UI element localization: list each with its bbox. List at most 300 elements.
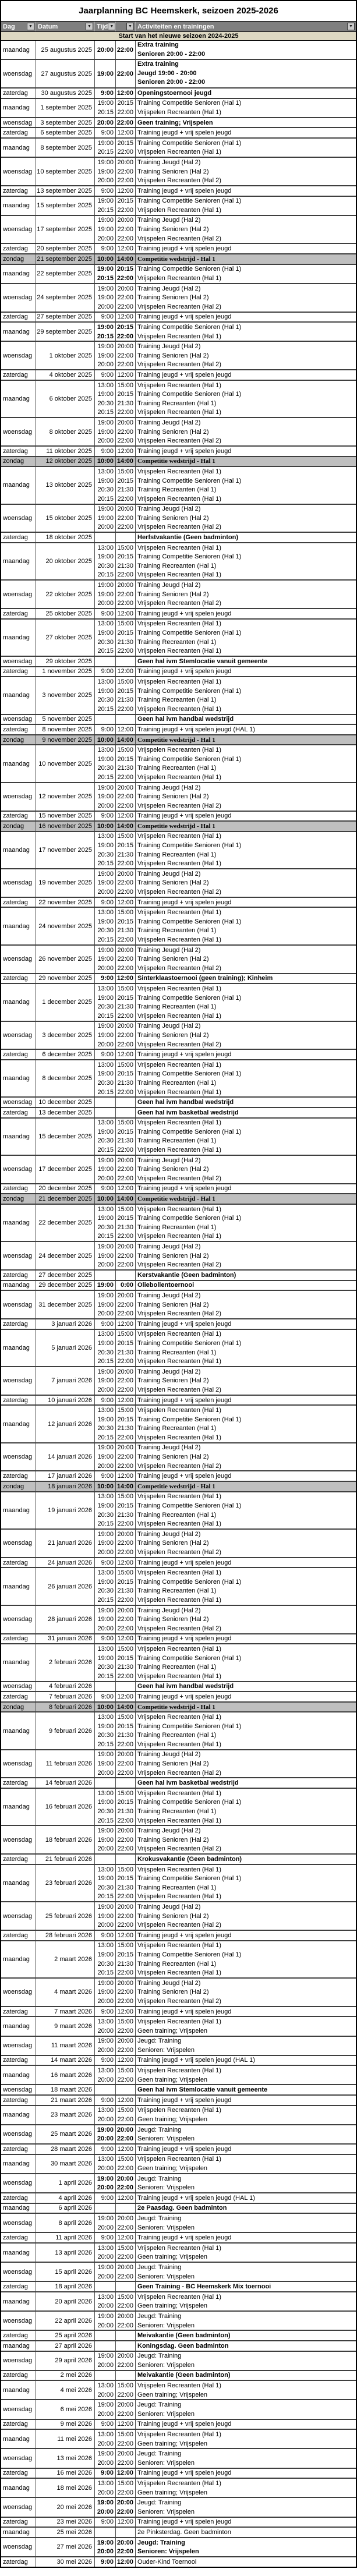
time-start-cell [95,2085,116,2094]
table-row [1,2312,356,2331]
time-start-cell: 13:00 [95,984,116,993]
time-end-cell [116,1271,136,1280]
schedule-line [95,2125,356,2135]
time-end-cell: 20:00 [116,1979,136,1988]
time-start-cell: 20:15 [95,935,116,944]
schedule-line [95,822,356,831]
activity-cell: Jeugd: Training [137,2312,182,2320]
schedule-line [95,360,356,370]
time-end-cell: 20:15 [116,687,136,696]
schedule-line [95,2253,356,2262]
activity-cell: Training jeugd + vrij spelen jeugd [137,1559,232,1566]
day-cell: zaterdag [1,1184,36,1194]
table-row [1,832,356,869]
schedule-line [95,609,356,618]
day-cell: maandag [1,745,36,781]
time-end-cell: 12:00 [116,447,136,456]
table-row [1,2381,356,2400]
activity-cell: Kerstvakantie (Geen badminton) [137,1271,236,1279]
schedule-line [95,1902,356,1912]
time-start-cell: 20:00 [95,176,116,185]
activity-cell: Training Jeugd (Hal 2) [137,1607,201,1614]
activity-line: Senioren 20:00 - 22:00 [137,50,206,58]
activity-cell: Geen training; Vrijspelen [137,2027,208,2034]
time-end-cell: 21:30 [116,485,136,494]
schedule-line [95,1260,356,1269]
time-start-cell: 19:00 [95,1912,116,1921]
date-cell: 7 maart 2026 [36,2007,95,2016]
time-start-cell: 9:00 [95,667,116,677]
row-lines [95,725,356,734]
time-start-cell: 19:00 [95,2263,116,2272]
schedule-line [95,2272,356,2281]
schedule-line [95,841,356,850]
row-lines [95,2007,356,2016]
activity-cell: Training Senioren (Hal 2) [137,1377,209,1385]
time-end-cell: 15:00 [116,2381,136,2390]
time-start-cell: 9:00 [95,370,116,380]
date-cell: 1 november 2025 [36,667,95,677]
time-end-cell: 22:00 [116,274,136,283]
time-start-cell: 20:00 [95,2321,116,2330]
row-lines [95,2085,356,2094]
time-start-cell: 19:00 [95,1339,116,1348]
activity-cell: 2e Paasdag. Geen badminton [137,2205,227,2212]
time-start-cell [95,2331,116,2340]
schedule-line [95,2075,356,2085]
activity-cell: Vrijspelen Recreanten (Hal 1) [137,1331,221,1338]
time-start-cell: 13:00 [95,467,116,476]
row-lines [95,1568,356,1604]
time-start-cell: 20:00 [95,1040,116,1049]
filter-dropdown-eindtijd-button[interactable]: ▼ [126,23,134,30]
table-row [1,158,356,186]
day-cell: maandag [1,2244,36,2262]
schedule-line [95,158,356,167]
date-cell: 11 maart 2026 [36,2037,95,2055]
schedule-line [95,1471,356,1481]
row-lines [95,745,356,781]
date-cell: 10 januari 2026 [36,1396,95,1405]
schedule-line [95,485,356,494]
time-end-cell: 12:00 [116,1396,136,1405]
time-start-cell: 19:00 [95,993,116,1003]
day-cell: zaterdag [1,313,36,322]
row-lines [95,418,356,445]
time-end-cell: 22:00 [116,360,136,370]
schedule-line [95,323,356,332]
activity-cell: Training Recreanten (Hal 1) [137,562,217,569]
table-row [1,745,356,783]
day-cell: woensdag [1,2085,36,2094]
table-row [1,715,356,726]
table-row [1,725,356,735]
activity-cell: Vrijspelen Recreanten (Hal 1) [137,985,221,992]
activity-cell: Vrijspelen Recreanten (Hal 1) [137,108,221,116]
filter-dropdown-activiteiten-button[interactable]: ▼ [347,23,355,30]
schedule-line [95,1377,356,1386]
schedule-line [95,1119,356,1128]
activity-cell: Vrijspelen Recreanten (Hal 1) [137,381,221,389]
activity-cell: Vrijspelen Recreanten (Hal 2) [137,964,221,972]
activity-cell: Vrijspelen Recreanten (Hal 2) [137,1462,221,1470]
time-start-cell: 19:00 [95,1300,116,1310]
day-cell: woensdag [1,657,36,666]
time-start-cell: 20:15 [95,1892,116,1902]
time-start-cell: 9:00 [95,609,116,618]
time-end-cell: 14:00 [116,1703,136,1712]
schedule-line [95,99,356,108]
schedule-line [95,2183,356,2192]
time-start-cell: 19:00 [95,265,116,274]
row-lines [95,323,356,341]
time-end-cell: 22:00 [116,935,136,944]
activity-cell: Vrijspelen Recreanten (Hal 1) [137,1672,221,1680]
row-lines [95,1060,356,1096]
time-end-cell: 12:00 [116,1692,136,1701]
time-end-cell: 20:00 [116,418,136,427]
schedule-line [95,677,356,687]
activity-cell: Senioren: Vrijspelen [137,2410,195,2418]
schedule-line [95,1367,356,1377]
day-cell: maandag [1,197,36,215]
table-row [1,1931,356,1941]
day-cell: woensdag [1,216,36,243]
schedule-line [95,1145,356,1155]
day-cell: woensdag [1,158,36,185]
time-start-cell: 20:30 [95,926,116,936]
time-start-cell: 20:00 [95,234,116,243]
activity-cell: Senioren: Vrijspelen [137,2224,195,2231]
day-cell: woensdag [1,2352,36,2370]
activity-cell: Vrijspelen Recreanten (Hal 2) [137,523,221,531]
time-end-cell: 15:00 [116,2292,136,2302]
date-cell: 26 januari 2026 [36,1568,95,1604]
table-row [1,974,356,985]
schedule-line [95,1031,356,1040]
row-lines [95,908,356,944]
date-cell: 12 november 2025 [36,783,95,811]
table-row [1,265,356,284]
time-start-cell: 20:15 [95,1740,116,1749]
filter-dropdown-datum-button[interactable]: ▼ [86,23,93,30]
time-start-cell: 19:00 [95,1979,116,1988]
day-cell: maandag [1,984,36,1020]
time-end-cell: 20:15 [116,265,136,274]
time-start-cell: 19:00 [95,1127,116,1137]
time-end-cell: 12:00 [116,1050,136,1059]
schedule-line [95,859,356,868]
date-cell: 23 maart 2026 [36,2106,95,2124]
date-cell: 31 januari 2026 [36,1634,95,1644]
table-row [1,2557,356,2567]
table-row [1,1750,356,1779]
time-start-cell: 19:00 [95,1213,116,1223]
schedule-line [95,2409,356,2419]
activity-cell: Training Jeugd (Hal 2) [137,1156,201,1164]
activity-cell: Vrijspelen Recreanten (Hal 1) [137,2382,221,2390]
time-end-cell: 20:00 [116,2400,136,2409]
activity-cell: Training jeugd + vrij spelen jeugd [137,129,232,137]
schedule-line [95,2331,356,2340]
row-lines [95,99,356,117]
time-start-cell: 13:00 [95,1865,116,1874]
schedule-line [95,351,356,360]
row-lines [95,2282,356,2291]
time-end-cell: 20:00 [116,216,136,225]
date-cell: 6 september 2025 [36,128,95,137]
date-cell: 11 april 2026 [36,2233,95,2242]
row-lines [95,1865,356,1901]
table-row [1,1060,356,1098]
date-cell: 15 december 2025 [36,1119,95,1155]
date-cell: 20 oktober 2025 [36,543,95,579]
time-start-cell: 19:00 [95,1031,116,1040]
activity-cell: Competitie wedstrijd - Hal 1 [137,736,215,744]
activity-cell: Training Competitie Senioren (Hal 1) [137,1502,242,1510]
time-end-cell [116,1778,136,1788]
table-row [1,1367,356,1396]
activity-cell: Training Competitie Senioren (Hal 1) [137,100,242,107]
activity-cell: Vrijspelen Recreanten (Hal 1) [137,2293,221,2301]
schedule-line [95,2479,356,2488]
table-row [1,1443,356,1472]
schedule-line [95,755,356,764]
row-lines [95,677,356,713]
time-end-cell: 22:00 [116,1011,136,1021]
row-lines [95,118,356,128]
time-start-cell: 19:00 [95,2498,116,2507]
activity-line: Extra training [137,41,179,48]
table-row [1,1194,356,1205]
time-end-cell: 22:00 [116,792,136,801]
row-lines [95,2331,356,2340]
schedule-line [95,2507,356,2517]
date-cell: 25 april 2026 [36,2331,95,2340]
table-row [1,581,356,609]
schedule-line [95,1242,356,1251]
schedule-line [95,2026,356,2036]
filter-dropdown-dag-button[interactable]: ▼ [27,23,34,30]
activity-cell: Training jeugd + vrij spelen jeugd [137,371,232,378]
day-cell: maandag [1,1492,36,1528]
schedule-line [95,2282,356,2291]
table-row [1,323,356,342]
table-row [1,1098,356,1108]
row-lines [95,2244,356,2262]
time-start-cell: 20:15 [95,274,116,283]
time-start-cell: 19:00 [95,2174,116,2184]
day-cell: maandag [1,2106,36,2124]
row-lines [95,543,356,579]
day-cell: woensdag [1,118,36,128]
schedule-line [95,1415,356,1424]
day-cell: woensdag [1,2312,36,2330]
table-row [1,984,356,1021]
row-lines [95,128,356,137]
time-end-cell [116,2085,136,2094]
time-start-cell [95,2341,116,2351]
time-end-cell: 22:00 [116,108,136,117]
row-lines [95,869,356,897]
day-cell: zaterdag [1,2193,36,2203]
row-lines [95,2214,356,2232]
schedule-line [95,657,356,666]
table-row [1,2352,356,2371]
activity-cell: Geen training; Vrijspelen [137,2076,208,2083]
activity-cell: Competitie wedstrijd - Hal 1 [137,458,215,465]
row-lines [95,2557,356,2567]
activity-cell: Competitie wedstrijd - Hal 1 [137,1703,215,1711]
schedule-line [95,1807,356,1816]
time-end-cell: 22:00 [116,1548,136,1557]
schedule-line [95,2085,356,2094]
table-row [1,2518,356,2528]
activity-cell: Vrijspelen Recreanten (Hal 2) [137,1041,221,1048]
date-cell: 16 maart 2026 [36,2066,95,2084]
activity-cell: Vrijspelen Recreanten (Hal 1) [137,1866,221,1873]
schedule-line [95,705,356,714]
schedule-line [95,1615,356,1624]
schedule-line [95,1174,356,1183]
filter-dropdown-tijd-button[interactable]: ▼ [108,23,115,30]
date-cell: 3 januari 2026 [36,1319,95,1329]
date-cell: 23 februari 2026 [36,1865,95,1901]
date-cell: 22 april 2026 [36,2312,95,2330]
schedule-line [95,1319,356,1329]
table-row [1,812,356,822]
time-start-cell: 20:30 [95,1662,116,1672]
time-start-cell: 20:00 [95,2075,116,2085]
time-start-cell: 19:00 [95,60,116,87]
time-start-cell [95,2528,116,2537]
time-start-cell: 13:00 [95,1568,116,1577]
time-start-cell: 20:00 [95,887,116,897]
activity-cell: Geen hal ivm Stemlocatie vanuit gemeente [137,657,268,665]
row-lines [95,1855,356,1864]
schedule-line [95,1789,356,1798]
activity-cell: Training Jeugd (Hal 2) [137,1827,201,1835]
time-end-cell: 20:00 [116,1022,136,1031]
activity-cell: Vrijspelen Recreanten (Hal 1) [137,1569,221,1577]
date-cell: 12 januari 2026 [36,1406,95,1442]
table-row [1,1558,356,1569]
day-cell: zondag [1,254,36,264]
time-start-cell: 20:15 [95,108,116,117]
time-end-cell: 22:00 [116,801,136,811]
time-start-cell: 20:00 [95,1174,116,1183]
schedule-line [95,89,356,98]
activity-cell: Training jeugd + vrij spelen jeugd [137,1051,232,1059]
date-cell: 5 november 2025 [36,715,95,724]
activity-cell: Training Jeugd (Hal 2) [137,343,201,351]
row-lines [95,254,356,264]
activity-cell: Training Senioren (Hal 2) [137,514,209,522]
activity-cell: Geen hal ivm basketbal wedstrijd [137,1109,239,1116]
schedule-line [95,342,356,351]
time-start-cell: 9:00 [95,1634,116,1644]
schedule-line [95,436,356,445]
time-start-cell: 20:00 [95,41,116,59]
table-row [1,908,356,945]
time-start-cell: 19:00 [95,2449,116,2458]
time-start-cell: 19:00 [95,590,116,599]
time-start-cell: 13:00 [95,745,116,755]
schedule-line [95,2361,356,2370]
time-end-cell: 22:00 [116,571,136,580]
schedule-line [95,2302,356,2311]
row-lines [95,370,356,380]
activity-cell: Training Recreanten (Hal 1) [137,696,217,704]
activity-cell: Vrijspelen Recreanten (Hal 1) [137,495,221,503]
schedule-line [95,1712,356,1722]
time-start-cell: 19:00 [95,1377,116,1386]
date-cell: 20 april 2026 [36,2292,95,2310]
time-start-cell: 9:00 [95,1471,116,1481]
schedule-line [95,139,356,148]
date-cell: 5 januari 2026 [36,1330,95,1366]
activity-cell: Training Competitie Senioren (Hal 1) [137,1799,242,1806]
time-end-cell: 20:15 [116,1501,136,1510]
time-end-cell: 12:00 [116,2233,136,2242]
table-row [1,2106,356,2125]
time-start-cell: 9:00 [95,313,116,322]
activity-cell: Geen training; Vrijspelen [137,2302,208,2310]
table-row [1,313,356,323]
activity-cell: Training Competitie Senioren (Hal 1) [137,1070,242,1078]
time-end-cell: 20:00 [116,505,136,514]
time-start-cell: 19:00 [95,1443,116,1453]
activity-cell: Training Recreanten (Hal 1) [137,1587,217,1595]
day-cell: zaterdag [1,2282,36,2291]
activity-cell: Geen hal ivm handbal wedstrijd [137,1099,234,1106]
row-lines [95,2145,356,2154]
time-end-cell: 15:00 [116,745,136,755]
row-lines [95,2204,356,2213]
time-start-cell: 20:15 [95,1357,116,1366]
date-cell: 19 november 2025 [36,869,95,897]
time-start-cell: 20:00 [95,1462,116,1471]
schedule-line [95,186,356,196]
time-start-cell: 19:00 [95,284,116,293]
day-cell: zaterdag [1,2007,36,2016]
activity-cell: Training Jeugd (Hal 2) [137,1530,201,1538]
time-start-cell: 20:15 [95,1232,116,1241]
time-end-cell: 22:00 [116,2075,136,2085]
time-end-cell: 15:00 [116,467,136,476]
schedule-line [95,2174,356,2184]
table-row [1,2096,356,2106]
row-lines [95,812,356,821]
time-start-cell: 19:00 [95,1950,116,1959]
activity-cell: Training Competitie Senioren (Hal 1) [137,842,242,850]
day-cell: zaterdag [1,2371,36,2380]
time-end-cell: 21:30 [116,764,136,773]
time-start-cell: 13:00 [95,908,116,917]
time-end-cell: 12:00 [116,609,136,618]
schedule-line [95,1750,356,1760]
time-end-cell: 22:00 [116,590,136,599]
date-cell: 21 maart 2026 [36,2096,95,2105]
schedule-line [95,1835,356,1845]
day-cell: maandag [1,2017,36,2035]
schedule-line [95,745,356,755]
schedule-line [95,302,356,312]
day-cell: woensdag [1,2174,36,2192]
schedule-line [95,879,356,888]
activity-cell: Training jeugd + vrij spelen jeugd [137,2469,232,2477]
time-start-cell: 19:00 [95,1367,116,1377]
